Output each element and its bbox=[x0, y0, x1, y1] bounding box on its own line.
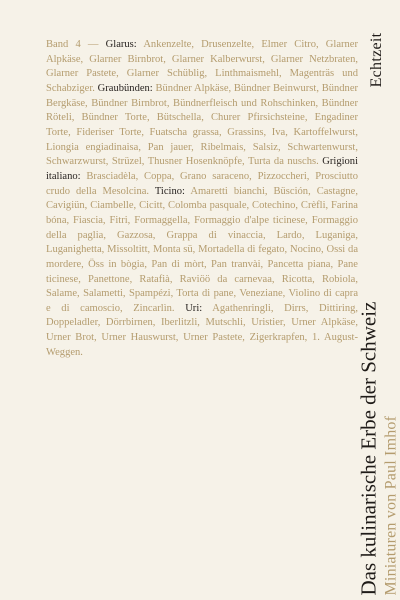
section-label-uri: Uri: bbox=[185, 302, 203, 314]
title-rotation bbox=[357, 210, 400, 595]
book-title: Das kulinarische Erbe der Schweiz bbox=[356, 301, 381, 595]
volume-label: Band 4 — bbox=[46, 39, 99, 50]
section-label-graubuenden: Graubünden: bbox=[97, 82, 153, 94]
section-label-glarus: Glarus: bbox=[105, 39, 137, 50]
contents-text bbox=[46, 38, 358, 360]
section-items-glarus: Ankenzelte, Drusenzelte, Elmer Citro, Glarner Alpkäse, Glarner Birnbrot, Glarner Kalberwurst, Glarner Netzbraten, Glarner Pastete, Glarner Schüblig, Linthmaismehl, Magenträs und Schabziger. bbox=[46, 39, 358, 94]
section-items-ticino: Amaretti bianchi, Büsción, Castagne, Cavigiün, Ciambelle, Cicitt, Colomba pasquale, Cotechino, Crèfli, Farina bóna, Fiascia, Fitri, Formaggella, Formaggio d'alpe ticinese, Formaggio della paglia, Gazzosa, Grappa di vinaccia, Lardo, Luganiga, Luganighetta, Missoltitt, Monta sü, Mortadella di fegato, Nocino, Ossi da mordere, Öss in bògia, Pan di mòrt, Pan tranvài, Pancetta piana, Pane ticinese, Panettone, Ratafià, Raviöö da carnevaa, Ricotta, Robiola, Salame, Salametti, Spampézi, Torta di pane, Veneziane, Violino di capra e di camoscio, Zincarlìn. bbox=[46, 185, 358, 314]
section-label-grigioni-italiano: Grigioni italiano: bbox=[46, 156, 359, 182]
vertical-title-block bbox=[349, 210, 400, 595]
section-items-uri: Agathenringli, Dirrs, Dittiring, Doppeladler, Dörrbirnen, Iberlitzli, Mutschli, Uristier, Urner Alpkäse, Urner Brot, Urner Hauswurst, Urner Pastete, Zigerkrapfen, 1. August-Weggen. bbox=[46, 302, 359, 358]
publisher-brand bbox=[362, 20, 392, 100]
section-items-graubuenden: Bündner Alpkäse, Bündner Beinwurst, Bündner Bergkäse, Bündner Birnbrot, Bündnerfleisch und Rohschinken, Bündner Röteli, Bündner Torte, Bütschella, Churer Pfirsichsteine, Engadiner Torte, Fideriser Torte, Fuatscha grassa, Grassins, Iva, Kartoffelwurst, Liongia engiadinaisa, Pan jauer, Ribelmais, Salsiz, Schwartenwurst, Schwarzwurst, Strüzel, Thusner Hosenknöpfe, Turta da nuschs. bbox=[46, 82, 359, 168]
section-label-ticino: Ticino: bbox=[154, 185, 185, 197]
book-subtitle: Miniaturen von Paul Imhof bbox=[382, 415, 400, 595]
publisher-name: Echtzeit bbox=[368, 32, 385, 88]
section-items-grigioni-italiano: Brasciadèla, Coppa, Grano saraceno, Pizzoccheri, Prosciutto crudo della Mesolcina. bbox=[46, 170, 358, 197]
